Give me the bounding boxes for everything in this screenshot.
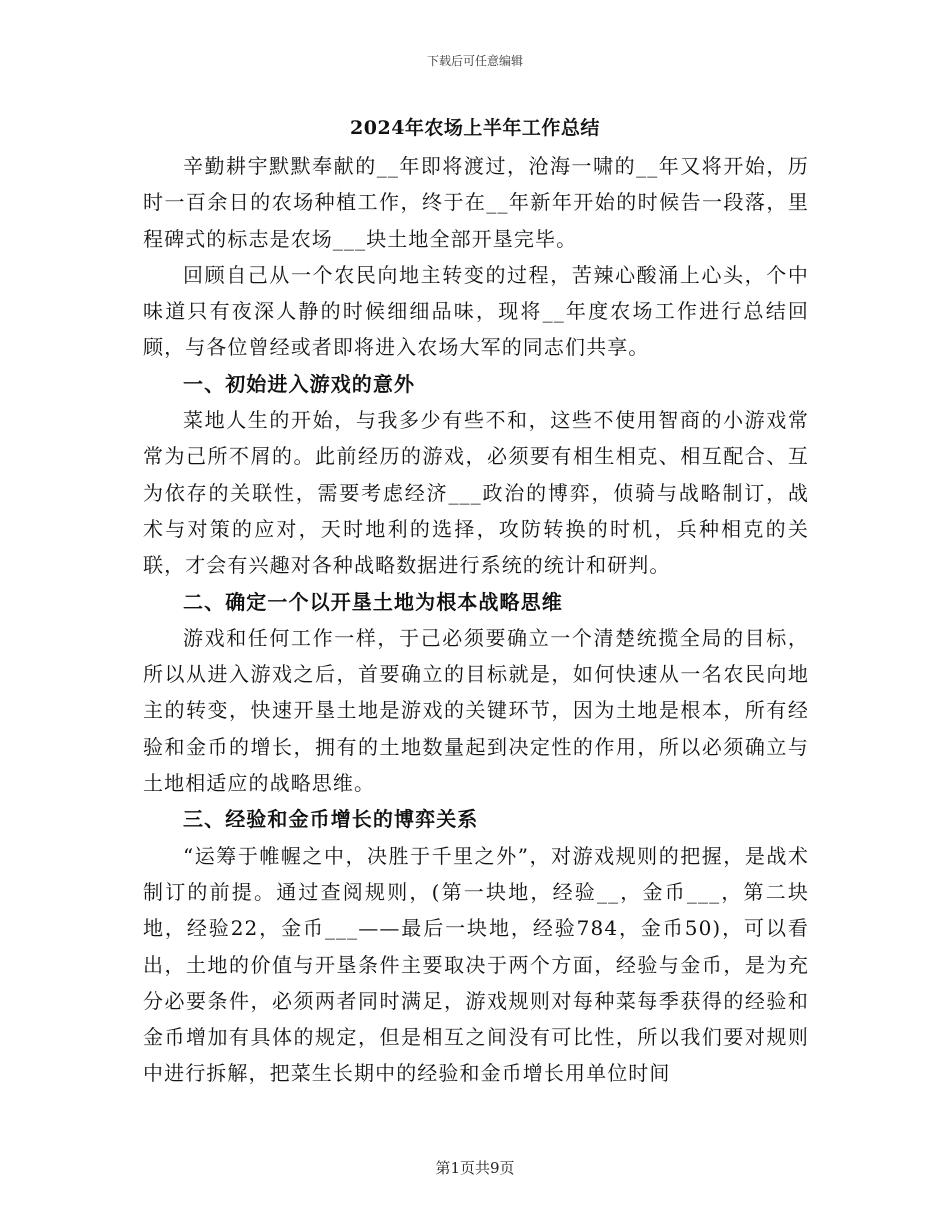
section-2-heading: 二、确定一个以开垦土地为根本战略思维 — [183, 589, 563, 614]
section-2-text: 游戏和任何工作一样，于己必须要确立一个清楚统揽全局的目标，所以从进入游戏之后，首要确立的目标就是，如何快速从一名农民向地主的转变，快速开垦土地是游戏的关键环节，因为土地是根本，所有经验和金币的增长，拥有的土地数量起到决定性的作用，所以必须确立与土地相适应的战略思维。 — [143, 625, 809, 796]
intro-paragraph-2: 回顾自己从一个农民向地主转变的过程，苦辣心酸涌上心头，个中味道只有夜深人静的时候细细品味，现将__年度农场工作进行总结回顾，与各位曾经或者即将进入农场大军的同志们共享。 — [143, 262, 809, 360]
page-header-note: 下载后可任意编辑 — [426, 54, 523, 68]
document-body — [143, 148, 809, 1092]
section-3-text: “运筹于帷幄之中，决胜于千里之外”，对游戏规则的把握，是战术制订的前提。通过查阅规则，(第一块地，经验__，金币___，第二块地，经验22，金币___——最后一块地，经验784，金币50)，可以看出，土地的价值与开垦条件主要取决于两个方面，经验与金币，是为充分必要条件，必须两者同时满足，游戏规则对每种菜每季获得的经验和金币增加有具体的规定，但是相互之间没有可比性，所以我们要对规则中进行拆解，把菜生长期中的经验和金币增长用单位时间 — [143, 843, 809, 1086]
document-title: 2024年农场上半年工作总结 — [350, 117, 600, 139]
section-1-heading: 一、初始进入游戏的意外 — [183, 371, 416, 396]
section-1-text: 菜地人生的开始，与我多少有些不和，这些不使用智商的小游戏常常为己所不屑的。此前经历的游戏，必须要有相生相克、相互配合、互为依存的关联性，需要考虑经济___政治的博弈，侦骑与战略制订，战术与对策的应对，天时地利的选择，攻防转换的时机，兵种相克的关联，才会有兴趣对各种战略数据进行系统的统计和研判。 — [143, 408, 809, 578]
page-number: 第1页共9页 — [435, 1159, 515, 1177]
section-3-heading: 三、经验和金币增长的博弈关系 — [183, 807, 479, 832]
intro-paragraph-1: 辛勤耕宇默默奉献的__年即将渡过，沧海一啸的__年又将开始，历时一百余日的农场种植工作，终于在__年新年开始的时候告一段落，里程碑式的标志是农场___块土地全部开垦完毕。 — [143, 154, 809, 251]
